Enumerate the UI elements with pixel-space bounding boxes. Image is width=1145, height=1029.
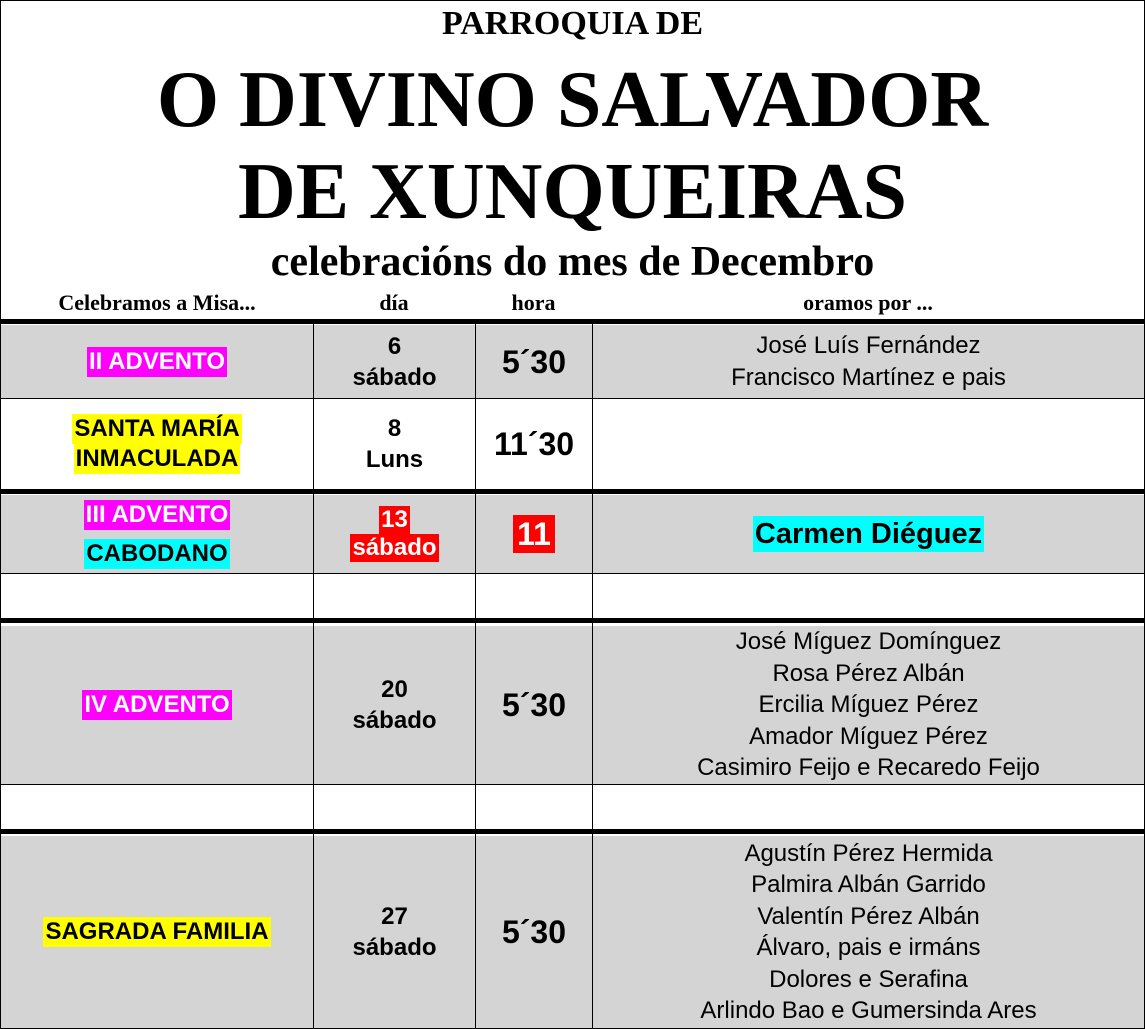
- row-divider: [1, 784, 1144, 785]
- intention-name: Carmen Diéguez: [754, 518, 983, 550]
- celebration-label: INMACULADA: [75, 445, 239, 472]
- day-number: 13: [381, 506, 408, 533]
- row-day: [314, 325, 475, 398]
- parish-name-line2: DE XUNQUEIRAS: [238, 148, 907, 236]
- parish-name-line1: O DIVINO SALVADOR: [156, 56, 989, 144]
- intention-name: Casimiro Feijo e Recaredo Feijo: [697, 754, 1040, 782]
- row-celebration: [1, 836, 313, 1028]
- row-divider: [1, 573, 1144, 574]
- day-number: 8: [387, 415, 402, 442]
- column-header-celebration: Celebramos a Misa...: [58, 290, 256, 315]
- intention-name: Agustín Pérez Hermida: [744, 839, 993, 867]
- row-day: [314, 399, 475, 489]
- intention-name: Valentín Pérez Albán: [757, 902, 980, 930]
- celebration-label: SAGRADA FAMILIA: [45, 918, 269, 945]
- row-day: [314, 836, 475, 1028]
- section-rule: [1, 489, 1144, 494]
- celebration-label: CABODANO: [86, 539, 228, 567]
- row-celebration: [1, 325, 313, 398]
- celebration-label: III ADVENTO: [85, 500, 229, 528]
- day-number: 27: [381, 903, 408, 930]
- intention-name: Arlindo Bao e Gumersinda Ares: [700, 997, 1037, 1024]
- mass-time: 5´30: [501, 914, 567, 950]
- intention-name: Rosa Pérez Albán: [772, 659, 965, 687]
- row-intentions: [593, 626, 1144, 784]
- intention-name: José Luís Fernández: [756, 332, 981, 359]
- column-header-intentions: oramos por ...: [803, 290, 933, 315]
- row-hour: [476, 399, 592, 489]
- row-intentions: [593, 495, 1144, 573]
- mass-time: 5´30: [501, 687, 567, 723]
- intention-name: José Míguez Domínguez: [735, 628, 1002, 656]
- row-day: [314, 495, 475, 573]
- celebration-label: IV ADVENTO: [84, 691, 230, 718]
- celebration-label: SANTA MARÍA: [74, 415, 240, 442]
- intention-name: Palmira Albán Garrido: [751, 871, 986, 898]
- row-hour: [476, 495, 592, 573]
- row-celebration: [1, 626, 313, 784]
- intention-name: Dolores e Serafina: [769, 965, 968, 993]
- weekday: sábado: [352, 707, 437, 734]
- weekday: Luns: [365, 446, 424, 473]
- weekday: sábado: [352, 934, 437, 961]
- row-hour: [476, 626, 592, 784]
- section-rule: [1, 319, 1144, 324]
- intention-name: Ercilia Míguez Pérez: [758, 691, 979, 719]
- mass-time: 11´30: [493, 426, 575, 462]
- row-day: [314, 626, 475, 784]
- row-intentions: [593, 836, 1144, 1028]
- intention-name: Francisco Martínez e pais: [731, 363, 1006, 391]
- section-rule: [1, 829, 1144, 834]
- column-header-hour: hora: [511, 290, 556, 315]
- day-number: 20: [381, 676, 408, 703]
- column-header-day: día: [379, 290, 409, 315]
- row-celebration: [1, 399, 313, 489]
- day-number: 6: [387, 332, 402, 360]
- row-celebration: [1, 495, 313, 573]
- weekday: sábado: [352, 534, 437, 561]
- row-hour: [476, 325, 592, 398]
- intention-name: Amador Míguez Pérez: [749, 722, 988, 750]
- weekday: sábado: [352, 363, 437, 391]
- mass-time: 11: [513, 515, 555, 553]
- celebration-label: II ADVENTO: [88, 347, 226, 375]
- section-rule: [1, 618, 1144, 623]
- row-intentions: [593, 325, 1144, 398]
- intention-name: Álvaro, pais e irmáns: [756, 934, 981, 961]
- month-subtitle: celebracións do mes de Decembro: [270, 239, 875, 285]
- mass-time: 5´30: [501, 343, 567, 380]
- parish-prefix: PARROQUIA DE: [442, 5, 703, 42]
- row-hour: [476, 836, 592, 1028]
